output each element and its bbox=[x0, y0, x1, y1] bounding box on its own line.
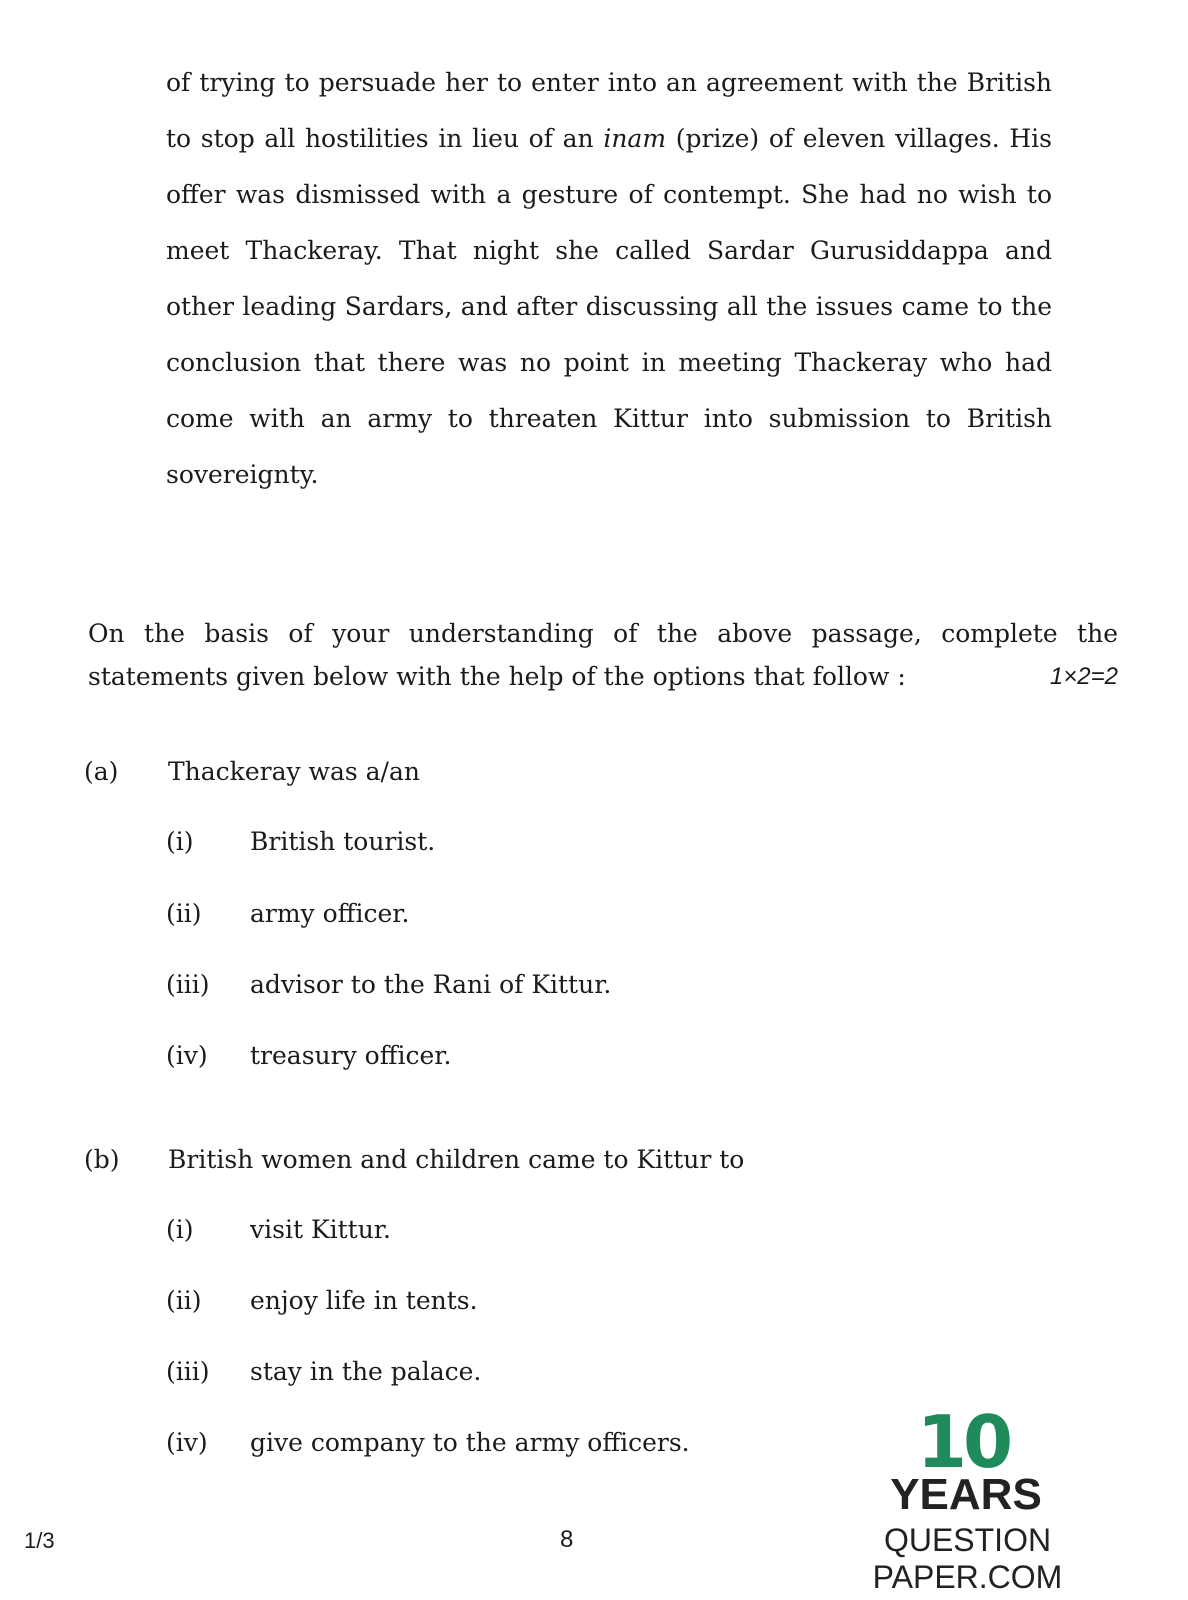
watermark-logo bbox=[795, 1400, 1140, 1595]
option-label: (iv) bbox=[166, 1041, 208, 1070]
option-label: (ii) bbox=[166, 1286, 202, 1315]
option-label: (iii) bbox=[166, 1357, 210, 1386]
watermark-site: QUESTION PAPER.COM bbox=[872, 1522, 1063, 1595]
watermark-number: 10 bbox=[916, 1400, 1010, 1484]
option-text: British tourist. bbox=[250, 827, 436, 856]
option-text: visit Kittur. bbox=[250, 1215, 391, 1244]
option-text: give company to the army officers. bbox=[250, 1428, 690, 1457]
option-label: (i) bbox=[166, 1215, 194, 1244]
instruction-line-1: On the basis of your understanding of the above passage, complete the bbox=[88, 619, 1118, 648]
question-label: (a) bbox=[84, 757, 119, 786]
option-label: (ii) bbox=[166, 899, 202, 928]
passage-text-1: of trying to persuade her to enter into an agreement with the British to stop all hostilities in lieu of an bbox=[166, 68, 1052, 153]
option-label: (iii) bbox=[166, 970, 210, 999]
passage-paragraph bbox=[166, 55, 1052, 503]
question-text: British women and children came to Kittur to bbox=[168, 1145, 745, 1174]
passage-text-2: (prize) of eleven villages. His offer was dismissed with a gesture of contempt. She had no wish to meet Thackeray. That night she called Sardar Gurusiddappa and other leading Sardars, and after discussing all the issues came to the conclusion that there was no point in meeting Thackeray who had come with an army to threaten Kittur into submission to British sovereignty. bbox=[166, 124, 1052, 489]
question-text: Thackeray was a/an bbox=[168, 757, 420, 786]
watermark-word: YEARS bbox=[890, 1470, 1042, 1519]
passage-italic-term: inam bbox=[603, 124, 667, 153]
option-text: stay in the palace. bbox=[250, 1357, 482, 1386]
option-text: treasury officer. bbox=[250, 1041, 452, 1070]
instruction-line-2-text: statements given below with the help of the options that follow : bbox=[88, 662, 906, 691]
option-label: (iv) bbox=[166, 1428, 208, 1457]
page-number: 8 bbox=[560, 1526, 574, 1553]
instruction-line-2 bbox=[88, 655, 1118, 698]
option-text: army officer. bbox=[250, 899, 410, 928]
option-text: advisor to the Rani of Kittur. bbox=[250, 970, 612, 999]
paper-code: 1/3 bbox=[24, 1528, 55, 1553]
option-label: (i) bbox=[166, 827, 194, 856]
option-text: enjoy life in tents. bbox=[250, 1286, 478, 1315]
instruction bbox=[88, 612, 1118, 698]
question-label: (b) bbox=[84, 1145, 120, 1174]
marks-label: 1×2=2 bbox=[1049, 663, 1118, 690]
